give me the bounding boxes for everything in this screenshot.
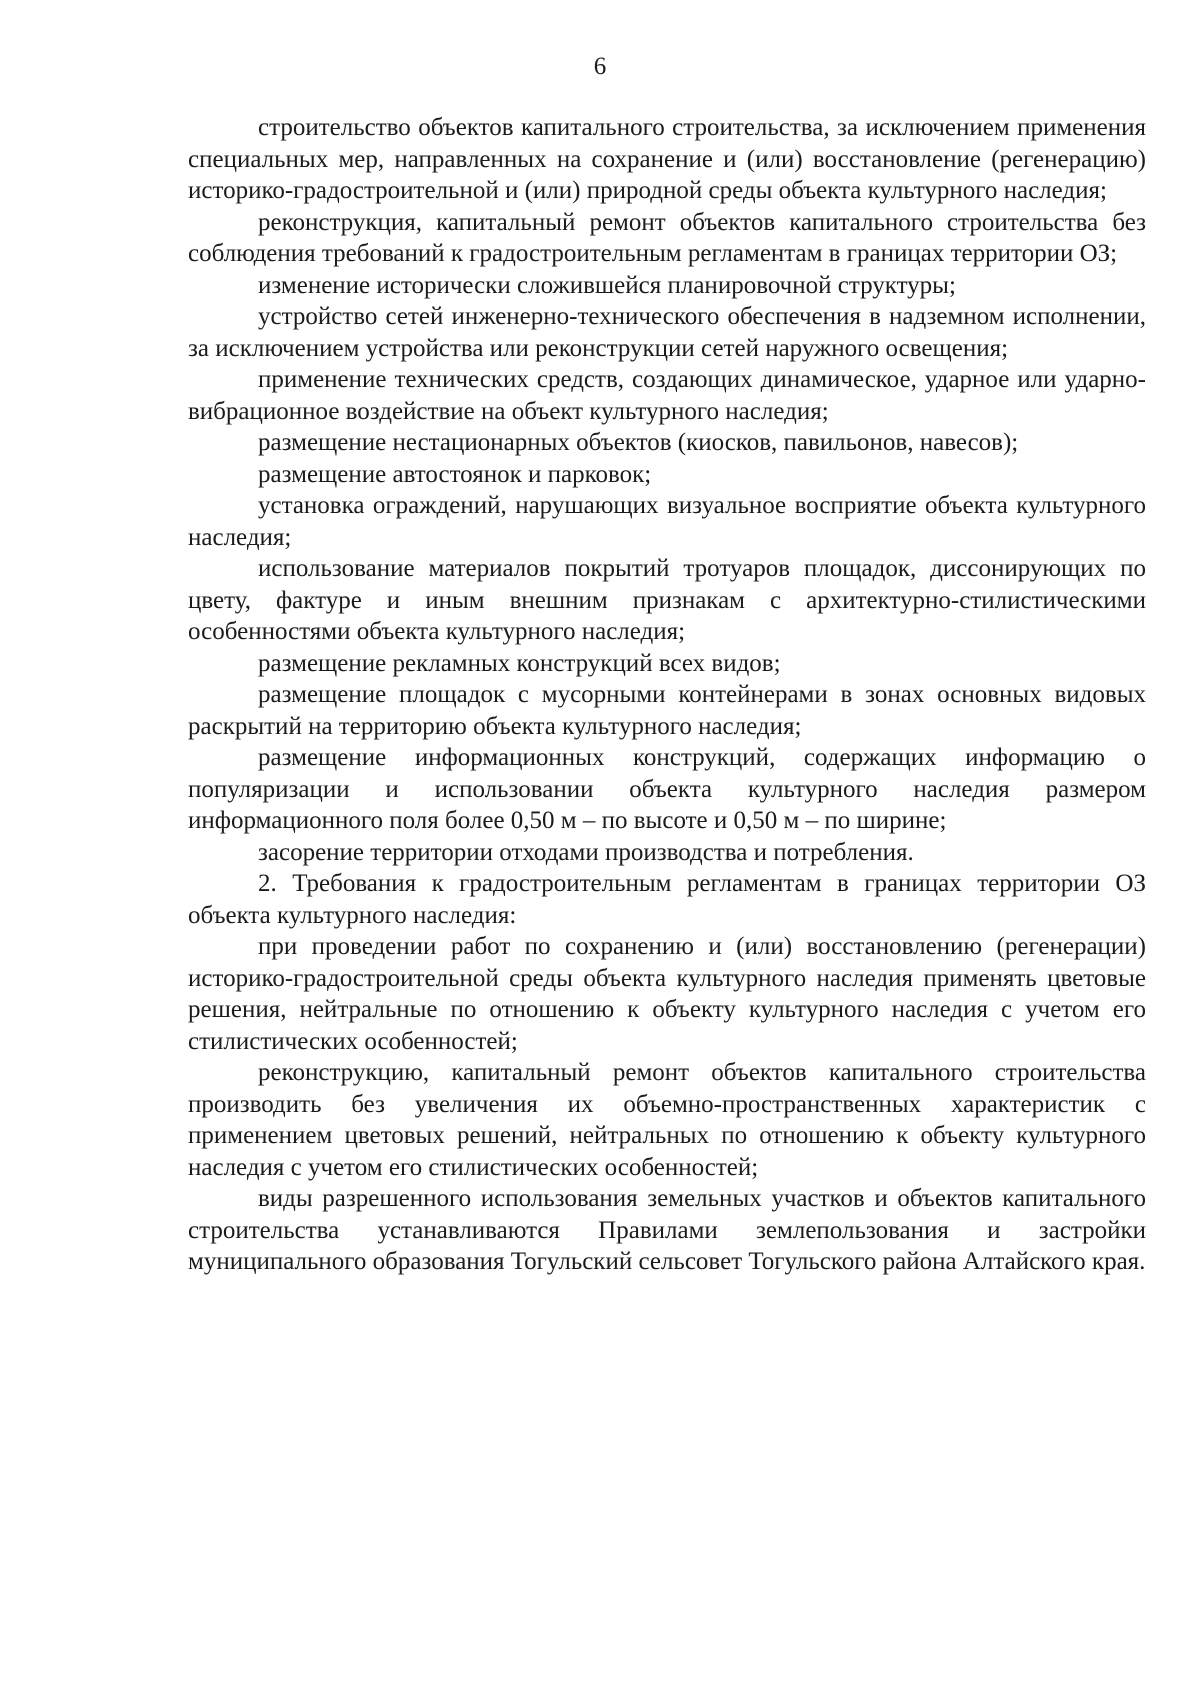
- paragraph: применение технических средств, создающих динамическое, ударное или ударно-вибрационное воздействие на объект культурного наследия;: [188, 366, 1146, 425]
- paragraph: изменение исторически сложившейся планировочной структуры;: [258, 271, 956, 299]
- paragraph: использование материалов покрытий тротуаров площадок, диссонирующих по цвету, фактуре и иным внешним признакам с архитектурно-стилистическими особенностями объекта культурного наследия;: [188, 555, 1146, 645]
- section-heading-paragraph: 2. Требования к градостроительным регламентам в границах территории ОЗ объекта культурного наследия:: [188, 870, 1146, 929]
- paragraph: размещение площадок с мусорными контейнерами в зонах основных видовых раскрытий на территорию объекта культурного наследия;: [188, 681, 1146, 740]
- paragraph: реконструкцию, капитальный ремонт объектов капитального строительства производить без увеличения их объемно-пространственных характеристик с применением цветовых решений, нейтральных по отношению к объекту культурного наследия с учетом его стилистических особенностей;: [188, 1059, 1146, 1181]
- page-number: 6: [593, 53, 607, 80]
- paragraph: реконструкция, капитальный ремонт объектов капитального строительства без соблюдения требований к градостроительным регламентам в границах территории ОЗ;: [188, 208, 1146, 267]
- paragraph: виды разрешенного использования земельных участков и объектов капитального строительства устанавливаются Правилами землепользования и застройки муниципального образования Тогульский сельсовет Тогульского района Алтайского края.: [188, 1185, 1146, 1275]
- paragraph: установка ограждений, нарушающих визуальное восприятие объекта культурного наследия;: [188, 492, 1146, 551]
- paragraph: размещение рекламных конструкций всех видов;: [258, 649, 781, 677]
- document-body: [188, 112, 1146, 1278]
- paragraph: при проведении работ по сохранению и (или) восстановлению (регенерации) историко-градостроительной среды объекта культурного наследия применять цветовые решения, нейтральные по отношению к объекту культурного наследия с учетом его стилистических особенностей;: [188, 933, 1146, 1055]
- paragraph: размещение нестационарных объектов (киосков, павильонов, навесов);: [258, 429, 1019, 456]
- paragraph: строительство объектов капитального строительства, за исключением применения специальных мер, направленных на сохранение и (или) восстановление (регенерацию) историко-градостроительной и (или) природной среды объекта культурного наследия;: [188, 114, 1146, 204]
- paragraph: размещение автостоянок и парковок;: [258, 460, 652, 488]
- paragraph: размещение информационных конструкций, содержащих информацию о популяризации и использовании объекта культурного наследия размером информационного поля более 0,50 м – по высоте и 0,50 м – по ширине;: [188, 744, 1146, 834]
- paragraph: устройство сетей инженерно-технического обеспечения в надземном исполнении, за исключением устройства или реконструкции сетей наружного освещения;: [188, 303, 1146, 362]
- paragraph: засорение территории отходами производства и потребления.: [258, 838, 914, 866]
